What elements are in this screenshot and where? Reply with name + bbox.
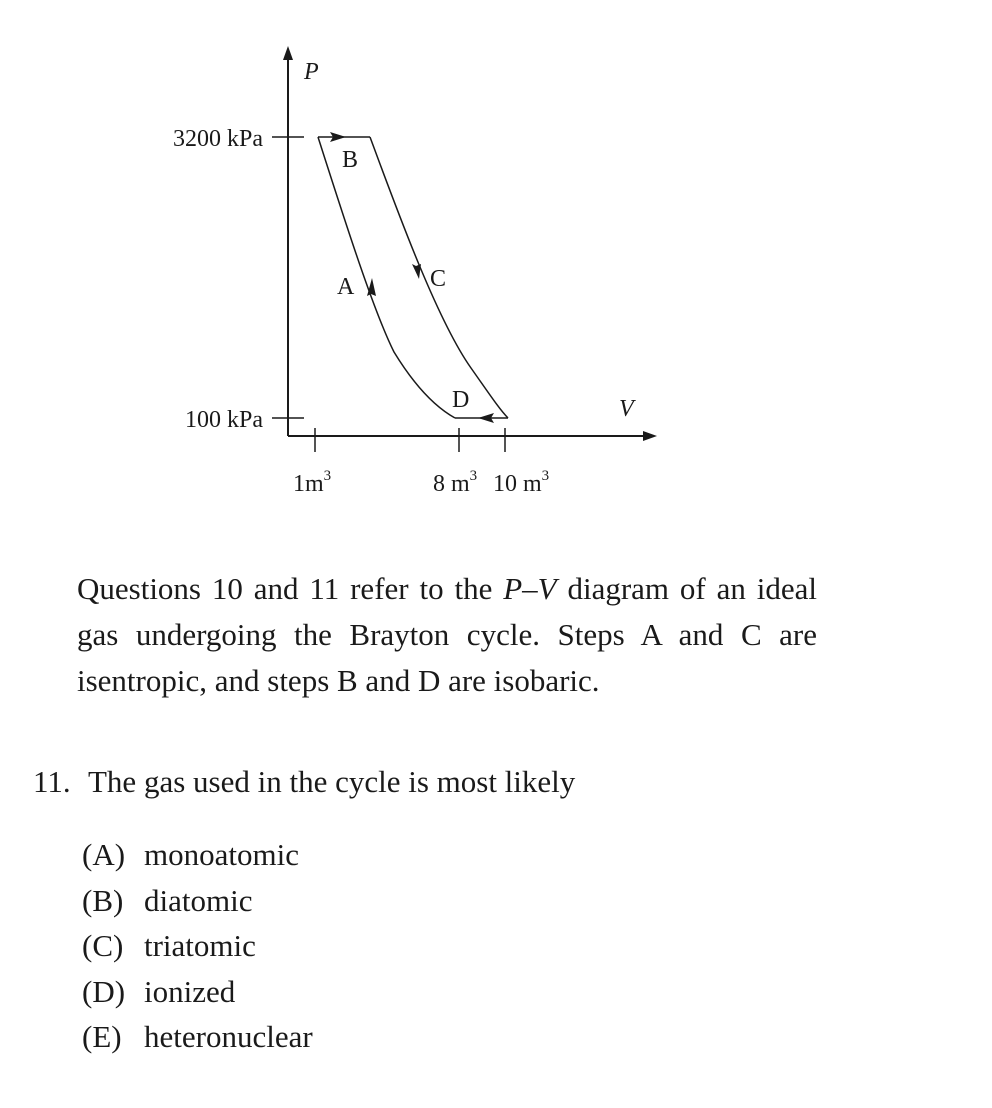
intro-text-2: diagram of an ideal gas undergoing the Brayton cycle. Steps A and C are isentropic, and steps B and D are isobaric. xyxy=(77,571,817,698)
choice-letter: (D) xyxy=(82,973,126,1009)
v-tick-1-exponent: 3 xyxy=(323,468,332,484)
choice-text: triatomic xyxy=(144,928,256,963)
step-c-arrow xyxy=(412,264,421,279)
step-d-label: D xyxy=(452,387,470,413)
intro-text-1: Questions 10 and 11 refer to the xyxy=(77,571,504,606)
choice-d[interactable] xyxy=(82,969,313,1015)
choice-letter: (C) xyxy=(82,928,124,963)
v-tick-2-text: 8 m xyxy=(433,471,470,497)
answer-choices xyxy=(82,832,313,1060)
v-axis-label: V xyxy=(619,396,634,422)
choice-text: heteronuclear xyxy=(144,1019,313,1054)
v-tick-1-label xyxy=(293,468,331,497)
p-axis-arrowhead xyxy=(283,46,293,60)
choice-c[interactable] xyxy=(82,923,313,969)
p-high-label: 3200 kPa xyxy=(173,126,263,152)
intro-pv: P–V xyxy=(503,571,557,606)
choice-a[interactable] xyxy=(82,832,313,878)
p-low-label: 100 kPa xyxy=(185,407,263,433)
v-tick-2-exponent: 3 xyxy=(469,468,478,484)
choice-text: monoatomic xyxy=(144,837,299,872)
question-text: The gas used in the cycle is most likely xyxy=(88,764,576,799)
v-tick-3-label xyxy=(493,468,549,497)
choice-letter: (B) xyxy=(82,882,124,918)
v-tick-3-exponent: 3 xyxy=(541,468,550,484)
choice-text: ionized xyxy=(144,973,236,1009)
question-number: 11. xyxy=(33,764,71,799)
choice-letter: (E) xyxy=(82,1019,122,1054)
choice-e[interactable] xyxy=(82,1014,313,1060)
step-c-label: C xyxy=(430,266,447,292)
v-axis-arrowhead xyxy=(643,431,657,441)
p-axis-label: P xyxy=(304,59,319,85)
choice-text: diatomic xyxy=(144,882,253,918)
v-tick-1-text: 1m xyxy=(293,471,324,497)
step-a-label: A xyxy=(337,274,355,300)
v-tick-3-text: 10 m xyxy=(493,471,542,497)
intro-paragraph xyxy=(77,566,817,704)
choice-b[interactable] xyxy=(82,878,313,924)
step-b-label: B xyxy=(342,147,359,173)
question-11 xyxy=(33,762,575,802)
v-tick-2-label xyxy=(433,468,477,497)
choice-letter: (A) xyxy=(82,837,126,872)
pv-diagram xyxy=(0,0,992,520)
